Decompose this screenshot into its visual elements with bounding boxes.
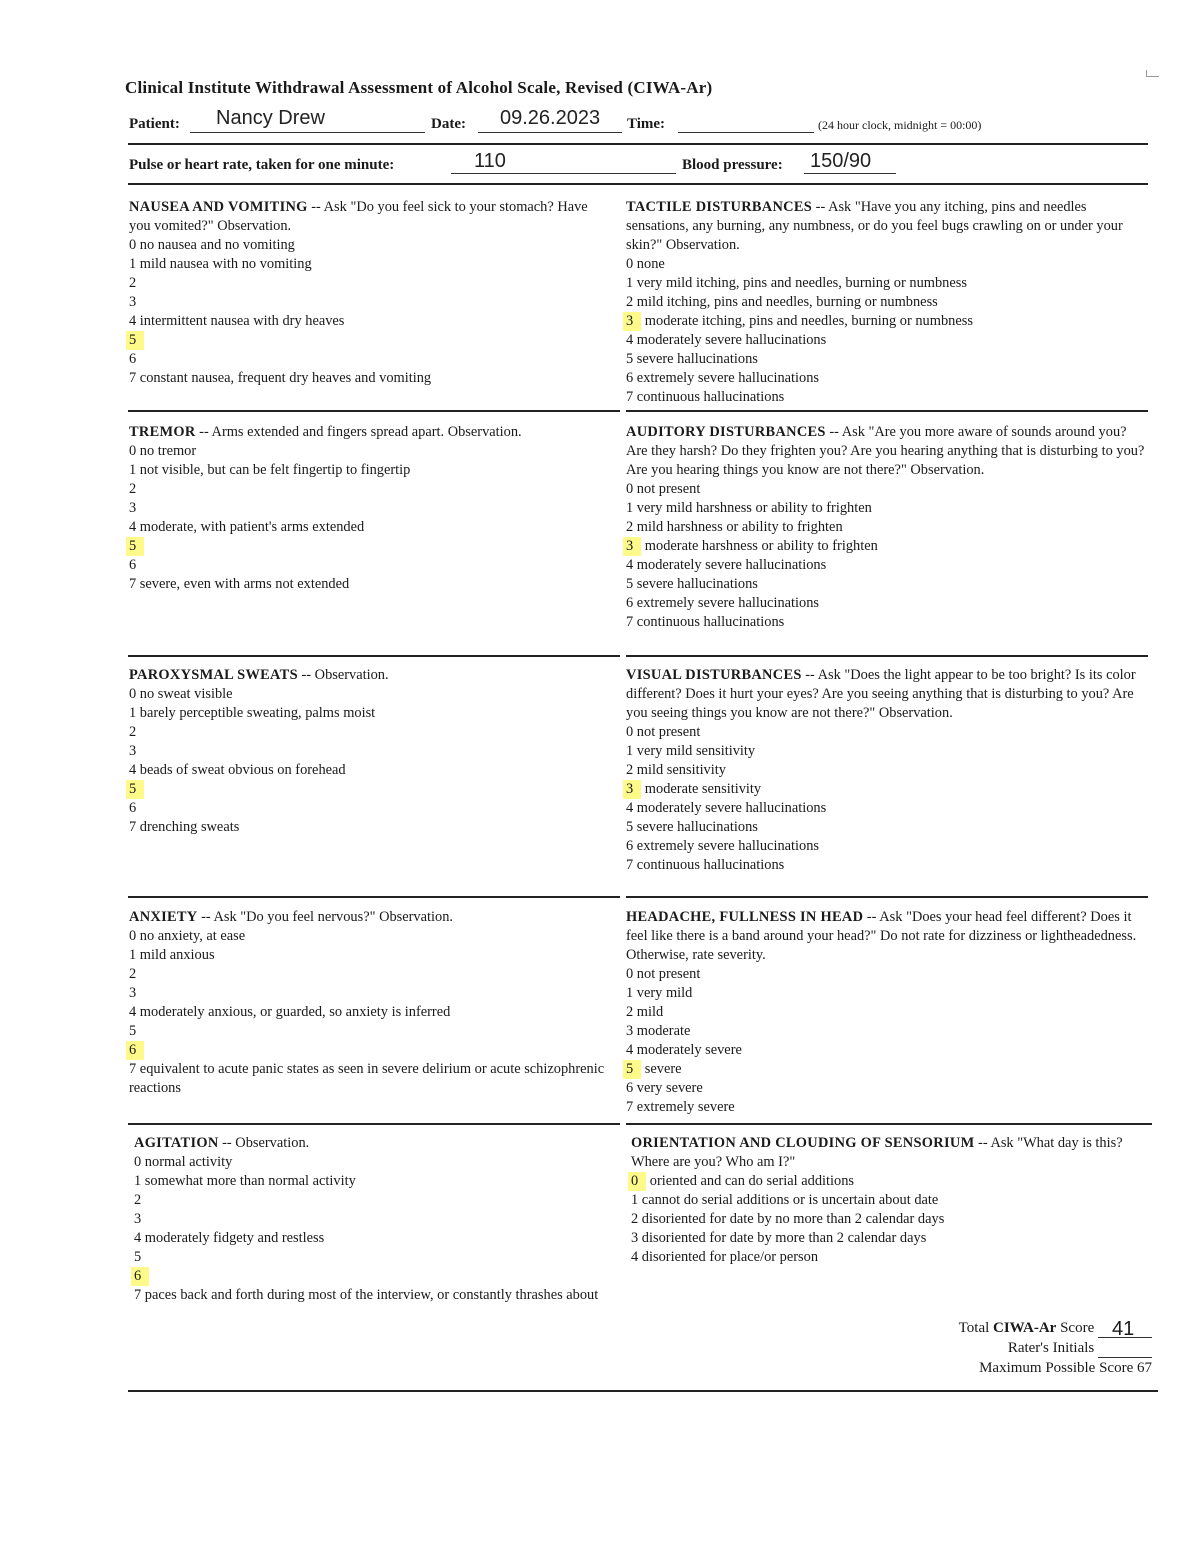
section-title: HEADACHE, FULLNESS IN HEAD <box>626 909 864 925</box>
score-option-number: 7 <box>134 1287 142 1303</box>
section-heading <box>129 908 609 927</box>
score-option-number: 6 <box>626 595 634 611</box>
section-title: PAROXYSMAL SWEATS <box>129 667 298 683</box>
score-option[interactable] <box>129 499 599 518</box>
score-option[interactable] <box>134 1248 624 1267</box>
score-option-text: paces back and forth during most of the interview, or constantly thrashes about <box>141 1287 599 1303</box>
score-option-text: severe hallucinations <box>633 819 758 835</box>
score-option-number: 5 <box>626 819 634 835</box>
score-option-number: 7 <box>626 389 634 405</box>
section-prompt: -- Ask "Do you feel sick to your stomach? Have you vomited?" Observation. <box>129 199 588 234</box>
section-heading <box>626 666 1148 723</box>
score-option-number: 5 <box>129 1023 137 1039</box>
score-option-number: 5 <box>626 351 634 367</box>
score-option-number: 1 <box>626 500 634 516</box>
score-option-number: 1 <box>129 256 137 272</box>
score-option[interactable] <box>626 984 1148 1003</box>
section-agitation <box>134 1134 624 1305</box>
score-option-number: 3 <box>129 500 137 516</box>
score-option-text: mild harshness or ability to frighten <box>633 519 843 535</box>
score-option[interactable] <box>626 761 1148 780</box>
score-option-number: 2 <box>129 275 137 291</box>
score-option-text: moderately severe hallucinations <box>633 332 827 348</box>
section-title: AUDITORY DISTURBANCES <box>626 424 826 440</box>
score-option[interactable] <box>626 331 1148 350</box>
score-option-text: mild nausea with no vomiting <box>136 256 312 272</box>
score-option-number: 6 <box>129 800 137 816</box>
score-option-text: oriented and can do serial additions <box>646 1173 855 1189</box>
score-option-text: disoriented for date by no more than 2 calendar days <box>638 1211 945 1227</box>
score-option-text: continuous hallucinations <box>633 389 785 405</box>
score-option-text: moderately anxious, or guarded, so anxiety is inferred <box>136 1004 451 1020</box>
score-option-number: 2 <box>129 481 137 497</box>
score-option[interactable] <box>129 442 599 461</box>
score-option-number: 2 <box>129 724 137 740</box>
score-option-text: severe <box>641 1061 682 1077</box>
score-option-number: 4 <box>129 313 137 329</box>
score-option[interactable] <box>129 1060 609 1098</box>
score-option[interactable] <box>134 1286 624 1305</box>
section-heading <box>134 1134 624 1153</box>
score-option[interactable] <box>129 965 609 984</box>
score-option-number: 1 <box>626 743 634 759</box>
score-option[interactable] <box>129 556 599 575</box>
divider-row2-right <box>626 655 1148 657</box>
score-option-number: 6 <box>626 370 634 386</box>
score-option[interactable] <box>626 518 1148 537</box>
score-option-text: mild anxious <box>136 947 215 963</box>
raters-initials-line <box>959 1338 1152 1358</box>
section-visual-disturbances <box>626 666 1148 875</box>
score-option[interactable] <box>626 742 1148 761</box>
score-option[interactable] <box>129 927 609 946</box>
score-option[interactable] <box>626 556 1148 575</box>
score-option-number: 1 <box>129 947 137 963</box>
score-option-number: 5 <box>626 576 634 592</box>
score-option-number: 4 <box>631 1249 639 1265</box>
score-option[interactable] <box>134 1229 624 1248</box>
score-option-text: extremely severe <box>633 1099 735 1115</box>
divider-top <box>128 143 1148 145</box>
selected-score-highlight: 5 <box>126 331 144 350</box>
score-option[interactable] <box>129 331 599 350</box>
section-prompt: -- Ask "What day is this? Where are you? Who am I?" <box>631 1135 1123 1170</box>
score-option[interactable] <box>626 1041 1148 1060</box>
section-auditory-disturbances <box>626 423 1148 632</box>
score-option-text: none <box>633 256 665 272</box>
score-option[interactable] <box>626 255 1148 274</box>
section-anxiety <box>129 908 609 1098</box>
score-option-number: 7 <box>129 819 137 835</box>
score-option-number: 0 <box>626 481 634 497</box>
score-option[interactable] <box>129 461 599 480</box>
score-option-number: 4 <box>134 1230 142 1246</box>
section-title: ORIENTATION AND CLOUDING OF SENSORIUM <box>631 1135 975 1151</box>
score-option[interactable] <box>631 1210 1151 1229</box>
score-option[interactable] <box>631 1248 1151 1267</box>
score-option-number: 3 <box>631 1230 639 1246</box>
score-option-number: 7 <box>129 370 137 386</box>
score-option-text: disoriented for date by more than 2 calendar days <box>638 1230 927 1246</box>
score-option[interactable] <box>129 537 599 556</box>
score-option-number: 0 <box>626 966 634 982</box>
score-option-number: 0 <box>626 724 634 740</box>
score-option[interactable] <box>129 946 609 965</box>
score-option[interactable] <box>631 1229 1151 1248</box>
section-prompt: -- Ask "Does your head feel different? Does it feel like there is a band around your head?" Do not rate for dizziness or lightheadedness. Otherwise, rate severity. <box>626 909 1137 963</box>
score-option[interactable] <box>626 1003 1148 1022</box>
score-option[interactable] <box>134 1172 624 1191</box>
score-option-number: 7 <box>129 576 137 592</box>
score-option[interactable] <box>134 1191 624 1210</box>
score-option[interactable] <box>129 1022 609 1041</box>
score-option[interactable] <box>631 1172 1151 1191</box>
pulse-label: Pulse or heart rate, taken for one minute: <box>129 157 395 173</box>
score-option-text: very severe <box>633 1080 703 1096</box>
date-label: Date: <box>431 116 466 132</box>
total-score-line <box>959 1318 1152 1338</box>
section-nausea-vomiting <box>129 198 599 388</box>
score-option[interactable] <box>626 723 1148 742</box>
score-option-text: not visible, but can be felt fingertip to fingertip <box>136 462 411 478</box>
score-option-number: 2 <box>626 519 634 535</box>
score-option[interactable] <box>626 350 1148 369</box>
score-option[interactable] <box>129 685 599 704</box>
selected-score-highlight: 6 <box>131 1267 149 1286</box>
score-option[interactable] <box>129 274 599 293</box>
score-option-number: 6 <box>626 1080 634 1096</box>
score-option[interactable] <box>626 369 1148 388</box>
divider-row4-left <box>128 1123 620 1125</box>
score-option[interactable] <box>134 1267 624 1286</box>
score-option-number: 4 <box>129 519 137 535</box>
score-option-text: very mild <box>633 985 693 1001</box>
score-option-number: 6 <box>129 557 137 573</box>
section-heading <box>129 198 599 236</box>
score-option[interactable] <box>129 575 599 594</box>
time-field[interactable] <box>678 110 814 133</box>
score-option-text: not present <box>633 724 701 740</box>
selected-score-highlight: 3 <box>623 537 641 556</box>
score-option-text: no nausea and no vomiting <box>136 237 295 253</box>
section-paroxysmal-sweats <box>129 666 599 837</box>
selected-score-highlight: 3 <box>623 780 641 799</box>
section-tremor <box>129 423 599 594</box>
score-option-text: continuous hallucinations <box>633 614 785 630</box>
score-option[interactable] <box>129 293 599 312</box>
score-option-text: barely perceptible sweating, palms moist <box>136 705 376 721</box>
score-option-number: 0 <box>129 928 137 944</box>
selected-score-highlight: 3 <box>623 312 641 331</box>
score-option-text: moderate sensitivity <box>641 781 762 797</box>
score-option-text: very mild itching, pins and needles, burning or numbness <box>633 275 967 291</box>
score-option[interactable] <box>626 594 1148 613</box>
score-option-number: 5 <box>134 1249 142 1265</box>
score-option-number: 1 <box>631 1192 639 1208</box>
score-option-number: 2 <box>626 294 634 310</box>
score-option-number: 4 <box>626 1042 634 1058</box>
score-option-number: 4 <box>626 332 634 348</box>
divider-row3-left <box>128 896 620 898</box>
section-prompt: -- Ask "Does the light appear to be too bright? Is its color different? Does it hurt your eyes? Are you seeing anything that is disturbing to you? Are you seeing things you know are not there?" Observation. <box>626 667 1136 721</box>
max-score-line <box>959 1358 1152 1378</box>
score-option-text: normal activity <box>141 1154 233 1170</box>
score-option-number: 6 <box>129 351 137 367</box>
score-option-text: extremely severe hallucinations <box>633 838 820 854</box>
score-option-text: cannot do serial additions or is uncertain about date <box>638 1192 939 1208</box>
bp-value: 150/90 <box>810 150 872 172</box>
score-option-text: moderately fidgety and restless <box>141 1230 325 1246</box>
score-option[interactable] <box>129 742 599 761</box>
score-option-number: 2 <box>626 762 634 778</box>
score-option-text: mild <box>633 1004 664 1020</box>
section-heading <box>631 1134 1151 1172</box>
section-prompt: -- Ask "Have you any itching, pins and needles sensations, any burning, any numbness, or do you feel bugs crawling on or under your skin?" Observation. <box>626 199 1123 253</box>
bp-label: Blood pressure: <box>682 157 783 173</box>
score-option-number: 7 <box>129 1061 137 1077</box>
score-option-text: moderately severe <box>633 1042 742 1058</box>
total-score-label-bold: CIWA-Ar <box>993 1320 1057 1336</box>
section-title: TREMOR <box>129 424 196 440</box>
form-title: Clinical Institute Withdrawal Assessment of Alcohol Scale, Revised (CIWA-Ar) <box>125 78 713 97</box>
patient-label: Patient: <box>129 116 180 132</box>
score-option-number: 4 <box>129 762 137 778</box>
score-option-text: extremely severe hallucinations <box>633 370 820 386</box>
score-option-number: 3 <box>134 1211 142 1227</box>
score-option[interactable] <box>129 704 599 723</box>
total-score-value: 41 <box>1112 1318 1135 1340</box>
corner-mark <box>1146 70 1159 77</box>
score-option[interactable] <box>134 1210 624 1229</box>
score-option-number: 1 <box>129 462 137 478</box>
score-option-text: very mild sensitivity <box>633 743 756 759</box>
score-option-text: constant nausea, frequent dry heaves and vomiting <box>136 370 432 386</box>
score-option-number: 4 <box>626 557 634 573</box>
score-option-text: moderate itching, pins and needles, burning or numbness <box>641 313 973 329</box>
selected-score-highlight: 5 <box>126 780 144 799</box>
divider-bottom <box>128 1390 1158 1392</box>
score-option-text: moderate <box>633 1023 691 1039</box>
score-option[interactable] <box>129 723 599 742</box>
score-option[interactable] <box>129 761 599 780</box>
score-option[interactable] <box>129 255 599 274</box>
score-option[interactable] <box>626 965 1148 984</box>
total-score-field[interactable] <box>1098 1318 1152 1340</box>
section-prompt: -- Observation. <box>297 667 389 683</box>
max-score-label: Maximum Possible Score 67 <box>979 1360 1152 1376</box>
section-tactile-disturbances <box>626 198 1148 407</box>
score-option-text: extremely severe hallucinations <box>633 595 820 611</box>
score-option-number: 3 <box>626 1023 634 1039</box>
section-heading <box>129 666 599 685</box>
section-heading <box>129 423 599 442</box>
pulse-value: 110 <box>474 150 506 172</box>
date-value: 09.26.2023 <box>500 107 601 129</box>
score-option-text: mild itching, pins and needles, burning or numbness <box>633 294 938 310</box>
score-option[interactable] <box>626 1098 1148 1117</box>
score-option[interactable] <box>129 818 599 837</box>
score-option-number: 1 <box>626 985 634 1001</box>
score-option[interactable] <box>631 1191 1151 1210</box>
section-orientation <box>631 1134 1151 1267</box>
score-option-number: 3 <box>129 743 137 759</box>
score-option-number: 1 <box>129 705 137 721</box>
section-heading <box>626 908 1148 965</box>
score-option-text: very mild harshness or ability to frighten <box>633 500 872 516</box>
selected-score-highlight: 0 <box>628 1172 646 1191</box>
score-option-text: severe hallucinations <box>633 576 758 592</box>
score-option-text: beads of sweat obvious on forehead <box>136 762 346 778</box>
score-option-number: 7 <box>626 1099 634 1115</box>
score-option[interactable] <box>626 1022 1148 1041</box>
score-option-number: 4 <box>626 800 634 816</box>
score-option-text: intermittent nausea with dry heaves <box>136 313 345 329</box>
score-option-text: no tremor <box>136 443 197 459</box>
score-option[interactable] <box>134 1153 624 1172</box>
score-option-number: 0 <box>134 1154 142 1170</box>
score-option-number: 0 <box>129 237 137 253</box>
score-option[interactable] <box>129 350 599 369</box>
score-option-text: moderate harshness or ability to frighten <box>641 538 878 554</box>
score-option[interactable] <box>626 780 1148 799</box>
score-option[interactable] <box>129 984 609 1003</box>
score-option[interactable] <box>626 537 1148 556</box>
score-option-text: not present <box>633 966 701 982</box>
raters-initials-label: Rater's Initials <box>1007 1340 1095 1356</box>
selected-score-highlight: 5 <box>126 537 144 556</box>
divider-row4-right <box>626 1123 1152 1125</box>
score-option-number: 7 <box>626 857 634 873</box>
section-heading <box>626 423 1148 480</box>
section-prompt: -- Ask "Are you more aware of sounds around you? Are they harsh? Do they frighten you? Are you hearing anything that is disturbing to you? Are you hearing things you know are not there?" Observation. <box>626 424 1145 478</box>
score-option-number: 1 <box>134 1173 142 1189</box>
score-option[interactable] <box>626 799 1148 818</box>
selected-score-highlight: 6 <box>126 1041 144 1060</box>
divider-row2-left <box>128 655 620 657</box>
score-option[interactable] <box>626 613 1148 632</box>
score-option-text: moderately severe hallucinations <box>633 800 827 816</box>
score-option-text: drenching sweats <box>136 819 240 835</box>
section-title: VISUAL DISTURBANCES <box>626 667 802 683</box>
score-option-text: continuous hallucinations <box>633 857 785 873</box>
score-option-text: not present <box>633 481 701 497</box>
section-prompt: -- Arms extended and fingers spread apart. Observation. <box>195 424 522 440</box>
divider-row3-right <box>626 896 1148 898</box>
score-option[interactable] <box>626 575 1148 594</box>
total-score-label-pre: Total <box>958 1320 994 1336</box>
score-option-text: mild sensitivity <box>633 762 726 778</box>
score-option[interactable] <box>626 293 1148 312</box>
section-title: ANXIETY <box>129 909 198 925</box>
score-option[interactable] <box>626 837 1148 856</box>
patient-value: Nancy Drew <box>216 107 325 129</box>
score-option-number: 3 <box>129 985 137 1001</box>
score-option-text: moderately severe hallucinations <box>633 557 827 573</box>
divider-row1-right <box>626 410 1148 412</box>
selected-score-highlight: 5 <box>623 1060 641 1079</box>
score-option-text: severe hallucinations <box>633 351 758 367</box>
score-option-number: 3 <box>129 294 137 310</box>
score-option[interactable] <box>626 1079 1148 1098</box>
score-option-number: 1 <box>626 275 634 291</box>
score-option-number: 0 <box>129 443 137 459</box>
section-headache <box>626 908 1148 1117</box>
score-option-number: 2 <box>626 1004 634 1020</box>
score-option-number: 2 <box>631 1211 639 1227</box>
section-heading <box>626 198 1148 255</box>
score-option[interactable] <box>626 312 1148 331</box>
score-option-text: no anxiety, at ease <box>136 928 246 944</box>
score-option-text: equivalent to acute panic states as seen in severe delirium or acute schizophrenic reactions <box>129 1061 605 1096</box>
score-option-text: no sweat visible <box>136 686 233 702</box>
section-title: NAUSEA AND VOMITING <box>129 199 308 215</box>
divider-vitals <box>128 183 1148 185</box>
score-option-text: disoriented for place/or person <box>638 1249 819 1265</box>
score-option-text: severe, even with arms not extended <box>136 576 350 592</box>
section-title: AGITATION <box>134 1135 219 1151</box>
score-option-number: 2 <box>134 1192 142 1208</box>
score-option[interactable] <box>626 274 1148 293</box>
score-option-number: 7 <box>626 614 634 630</box>
score-option-number: 6 <box>626 838 634 854</box>
score-option-text: moderate, with patient's arms extended <box>136 519 365 535</box>
raters-initials-field[interactable] <box>1098 1341 1152 1358</box>
score-option[interactable] <box>129 312 599 331</box>
score-option-text: somewhat more than normal activity <box>141 1173 356 1189</box>
section-prompt: -- Ask "Do you feel nervous?" Observation. <box>197 909 454 925</box>
score-option[interactable] <box>129 369 599 388</box>
section-title: TACTILE DISTURBANCES <box>626 199 813 215</box>
section-prompt: -- Observation. <box>218 1135 310 1151</box>
divider-row1-left <box>128 410 620 412</box>
score-option-number: 2 <box>129 966 137 982</box>
score-option[interactable] <box>129 480 599 499</box>
score-option[interactable] <box>129 518 599 537</box>
score-option-number: 4 <box>129 1004 137 1020</box>
score-option-number: 0 <box>129 686 137 702</box>
score-option[interactable] <box>129 1003 609 1022</box>
score-option-number: 0 <box>626 256 634 272</box>
score-option[interactable] <box>129 236 599 255</box>
score-option[interactable] <box>129 780 599 799</box>
score-option[interactable] <box>129 799 599 818</box>
time-label: Time: <box>627 116 666 132</box>
score-option[interactable] <box>626 388 1148 407</box>
score-block <box>959 1318 1152 1378</box>
score-option[interactable] <box>626 1060 1148 1079</box>
score-option[interactable] <box>626 480 1148 499</box>
time-note: (24 hour clock, midnight = 00:00) <box>818 118 982 132</box>
score-option[interactable] <box>129 1041 609 1060</box>
score-option[interactable] <box>626 818 1148 837</box>
score-option[interactable] <box>626 856 1148 875</box>
score-option[interactable] <box>626 499 1148 518</box>
total-score-label-post: Score <box>1056 1320 1095 1336</box>
